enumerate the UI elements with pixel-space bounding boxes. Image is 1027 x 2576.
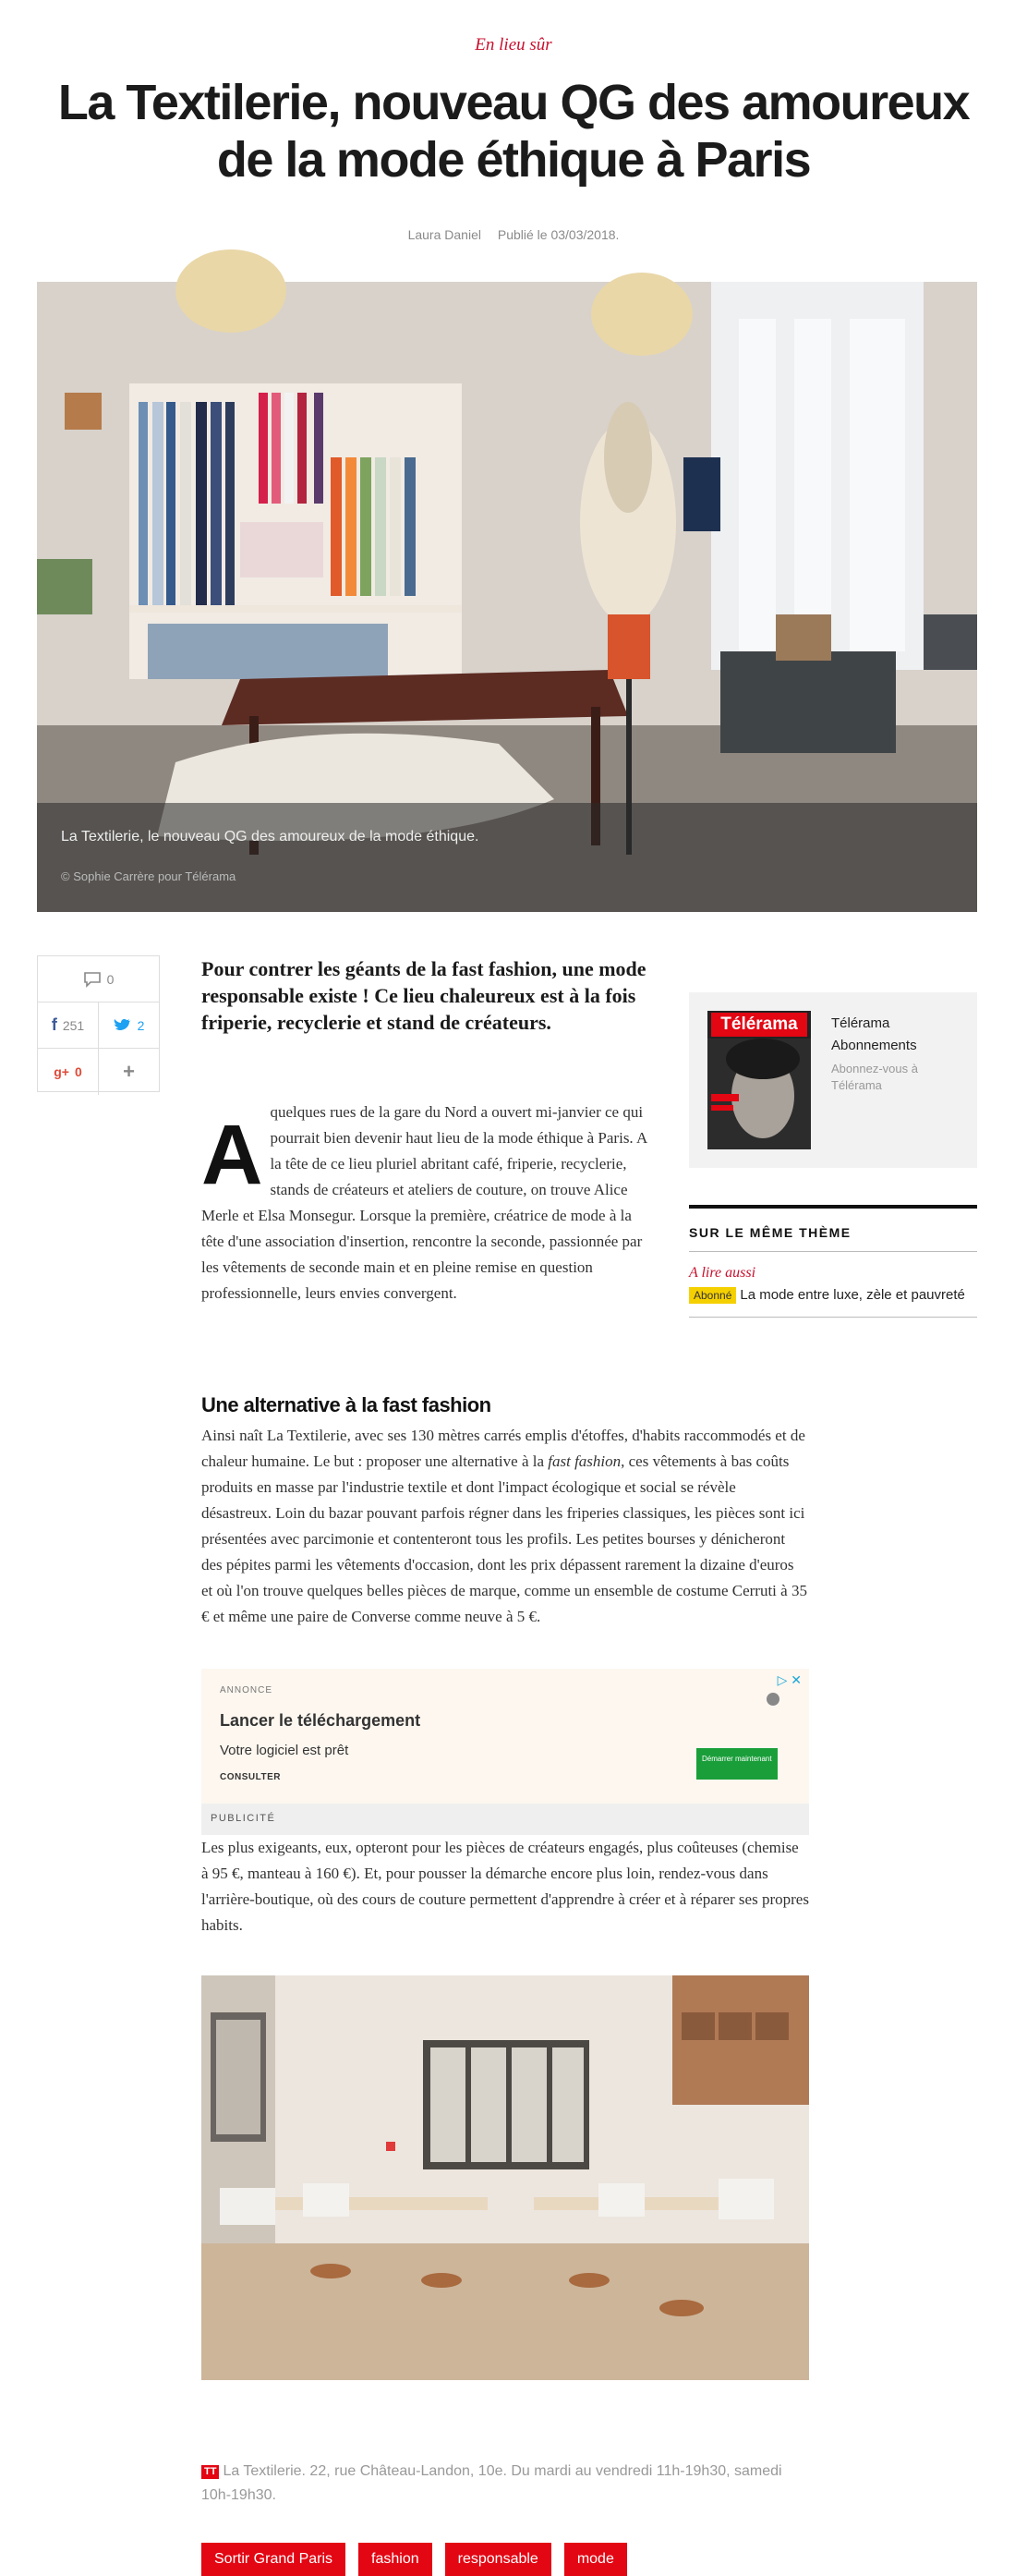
ad-headline: Lancer le téléchargement (220, 1711, 421, 1730)
section-heading: Une alternative à la fast fashion (201, 1393, 491, 1416)
paragraph-2-text-b: , ces vêtements à bas coûts produits en masse par l'industrie textile et dont l'impact écologique et social se révèle désastreux. Loin du bazar pouvant parfois régner dans les friperies classiques, les pièces sont ici présentées avec parcimonie et contenteront tous les profils. Les petites bourses y dénicheront des pépites parmi les vêtements d'occasion, dont les prix dépassent rarement la dizaine d'euros et où l'on trouve quelques belles pièces de marque, comme un ensemble de costume Cerruti à 35 € et même une paire de Converse comme neuve à 5 €. (201, 1452, 807, 1625)
promo-brand: Télérama (831, 1015, 890, 1031)
article-meta (0, 227, 1027, 242)
tag-fashion[interactable]: fashion (358, 2543, 432, 2576)
globe-icon (767, 1693, 779, 1706)
tag-responsable[interactable]: responsable (445, 2543, 551, 2576)
twitter-count: 2 (137, 1017, 145, 1033)
ad-subline: Votre logiciel est prêt (220, 1743, 349, 1758)
publish-date: Publié le 03/03/2018. (497, 227, 620, 242)
ad-cta[interactable]: CONSULTER (220, 1772, 281, 1782)
venue-address: La Textilerie. 22, rue Château-Landon, 10e. Du mardi au vendredi 11h-19h30, samedi 10h-19h30. (201, 2463, 782, 2503)
article-paragraph-1 (201, 1100, 654, 1306)
author-link[interactable]: Laura Daniel (407, 227, 481, 242)
magazine-logo: Télérama (711, 1013, 807, 1037)
related-heading: SUR LE MÊME THÈME (689, 1209, 977, 1252)
googleplus-share-button[interactable] (38, 1049, 98, 1095)
more-share-button[interactable] (98, 1049, 159, 1095)
article-paragraph-2 (201, 1423, 809, 1630)
subscriber-badge: Abonné (689, 1287, 736, 1304)
subscription-promo[interactable] (689, 992, 977, 1168)
article-paragraph-3: Les plus exigeants, eux, opteront pour les pièces de créateurs engagés, plus coûteuses (chemise à 95 €, manteau à 160 €). Et, pour pousser la démarche encore plus loin, rendez-vous dans l'arrière-boutique, où des cours de couture permettent d'apprendre à créer et à réparer ses propres habits. (201, 1839, 809, 1934)
related-theme (689, 1205, 977, 1318)
related-article-title: La mode entre luxe, zèle et pauvreté (740, 1287, 965, 1303)
related-label: A lire aussi (689, 1265, 756, 1281)
hero-figure (37, 282, 977, 912)
twitter-share-button[interactable] (98, 1002, 159, 1048)
cover-portrait (707, 1039, 811, 1149)
dropcap: A (201, 1108, 263, 1202)
facebook-icon: f (51, 1015, 57, 1034)
googleplus-count: 0 (74, 1064, 82, 1079)
facebook-count: 251 (62, 1017, 85, 1033)
related-article-link[interactable] (689, 1287, 977, 1318)
article-kicker[interactable]: En lieu sûr (475, 35, 552, 55)
workshop-photo (201, 1975, 809, 2380)
paragraph-2-emphasis: fast fashion (548, 1452, 622, 1470)
googleplus-icon: g+ (54, 1064, 69, 1079)
twitter-icon (114, 1018, 132, 1033)
ad-choices-icon[interactable]: ▷ ✕ (777, 1672, 802, 1687)
paragraph-2-text-a: Ainsi naît La Textilerie, avec ses 130 mètres carrés emplis d'étoffes, d'habits raccommodés et de chaleur humaine. Le but : proposer une alternative à la (201, 1427, 805, 1470)
promo-title: Abonnements (831, 1038, 917, 1053)
tag-mode[interactable]: mode (564, 2543, 627, 2576)
share-panel (37, 955, 160, 1092)
hero-credit: © Sophie Carrère pour Télérama (61, 869, 236, 883)
ad-download-button[interactable]: Démarrer maintenant (696, 1748, 778, 1780)
workshop-image (201, 1975, 809, 2380)
paragraph-1-text: quelques rues de la gare du Nord a ouvert mi-janvier ce qui pourrait bien devenir haut lieu de la mode éthique à Paris. A la tête de ce lieu pluriel abritant café, friperie, recyclerie, stands de créateurs et ateliers de couture, on trouve Alice Merle et Elsa Monsegur. Lorsque la première, créatrice de mode à la tête d'une association d'insertion, rencontre la seconde, passionnée par les vêtements de seconde main et en pleine remise en question professionnelle, leurs envies convergent. (201, 1103, 647, 1302)
comment-icon (83, 971, 102, 988)
venue-info (201, 2460, 809, 2508)
comments-button[interactable] (38, 956, 159, 1002)
facebook-share-button[interactable] (38, 1002, 98, 1048)
article-title: La Textilerie, nouveau QG des amoureux de la mode éthique à Paris (57, 75, 970, 188)
hero-caption: La Textilerie, le nouveau QG des amoureux de la mode éthique. (61, 829, 479, 844)
plus-icon: + (123, 1060, 135, 1083)
promo-cta[interactable]: Abonnez-vous à Télérama (831, 1062, 918, 1092)
hero-caption-bar (37, 803, 977, 912)
advertisement[interactable] (201, 1669, 809, 1817)
article-lead: Pour contrer les géants de la fast fashion, une mode responsable existe ! Ce lieu chaleureux est à la fois friperie, recyclerie et stand de créateurs. (201, 957, 646, 1034)
telerama-tt-icon: TT (201, 2465, 219, 2479)
tag-sortir-grand-paris[interactable]: Sortir Grand Paris (201, 2543, 345, 2576)
ad-publicity-label: PUBLICITÉ (201, 1804, 809, 1835)
tag-list (201, 2543, 627, 2576)
magazine-cover (707, 1011, 811, 1149)
comments-count: 0 (106, 971, 115, 987)
ad-label: ANNONCE (220, 1685, 273, 1695)
